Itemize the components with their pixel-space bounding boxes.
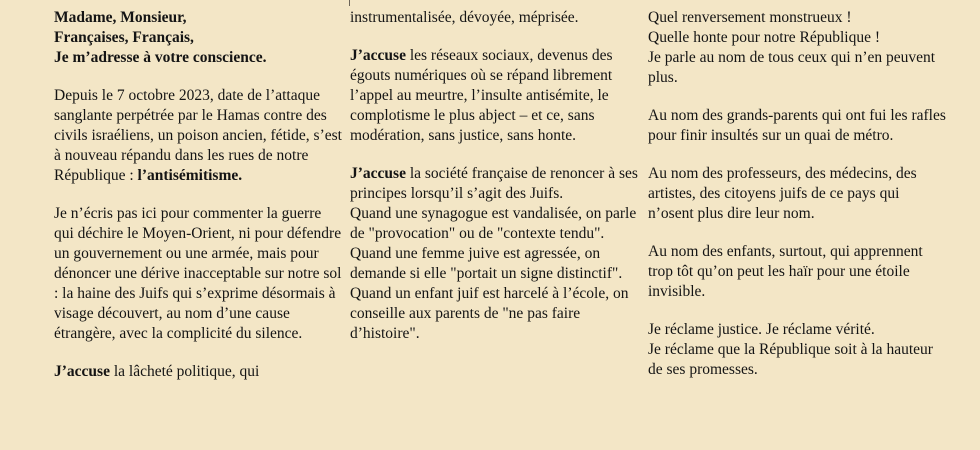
paragraph-purpose: Je n’écris pas ici pour commenter la guerre qui déchire le Moyen-Orient, ni pour défendre un gouvernement ou une armée, mais pour dénoncer une dérive inacceptable sur notre sol : la haine des Juifs qui s’exprime désormais à visage découvert, au nom d’une cause étrangère, avec la complicité du silence. bbox=[54, 205, 342, 342]
column-divider bbox=[349, 0, 350, 6]
accuse-societe-text: la société française de renoncer à ses principes lorsqu’il s’agit des Juifs. Quand une synagogue est vandalisée, on parle de "provocation" ou de "contexte tendu". Quand une femme juive est agressée, on demande si elle "portait un signe distinctif". Quand un enfant juif est harcelé à l’école, on conseille aux parents de "ne pas faire d’histoire". bbox=[350, 165, 638, 342]
paragraph-renversement: Quel renversement monstrueux ! Quelle honte pour notre République ! Je parle au nom de tous ceux qui n’en peuvent plus. bbox=[648, 9, 936, 86]
paragraph-grands-parents: Au nom des grands-parents qui ont fui les rafles pour finir insultés sur un quai de métro. bbox=[648, 107, 946, 144]
paragraph-intro bbox=[54, 86, 344, 186]
accuse-keyword: J’accuse bbox=[350, 165, 406, 182]
antisemitisme-emphasis: l’antisémitisme. bbox=[137, 167, 243, 184]
salutation: Madame, Monsieur, Françaises, Français, Je m’adresse à votre conscience. bbox=[54, 9, 267, 66]
paragraph-intro-text: Depuis le 7 octobre 2023, date de l’attaque sanglante perpétrée par le Hamas contre des civils israéliens, un poison ancien, fétide, s’est à nouveau répandu dans les rues de notre République : bbox=[54, 87, 342, 184]
paragraph-enfants: Au nom des enfants, surtout, qui apprennent trop tôt qu’on peut les haïr pour une étoile invisible. bbox=[648, 243, 923, 300]
column-1 bbox=[54, 8, 344, 400]
paragraph-accuse-lachete bbox=[54, 362, 344, 382]
accuse-lachete-text: la lâcheté politique, qui bbox=[109, 363, 260, 380]
paragraph-accuse-reseaux bbox=[350, 46, 640, 146]
paragraph-professeurs: Au nom des professeurs, des médecins, des artistes, des citoyens juifs de ce pays qui n’osent plus dire leur nom. bbox=[648, 165, 917, 222]
column-3 bbox=[648, 8, 948, 398]
accuse-keyword: J’accuse bbox=[54, 363, 110, 380]
accuse-reseaux-text: les réseaux sociaux, devenus des égouts numériques où se répand librement l’appel au meurtre, l’insulte antisémite, le complotisme le plus abject – et ce, sans modération, sans justice, sans honte. bbox=[350, 47, 613, 144]
paragraph-justice: Je réclame justice. Je réclame vérité. Je réclame que la République soit à la hauteur de ses promesses. bbox=[648, 321, 933, 378]
paragraph-accuse-societe bbox=[350, 164, 640, 344]
column-2 bbox=[350, 8, 640, 362]
paragraph-continued: instrumentalisée, dévoyée, méprisée. bbox=[350, 9, 579, 26]
accuse-keyword: J’accuse bbox=[350, 47, 406, 64]
